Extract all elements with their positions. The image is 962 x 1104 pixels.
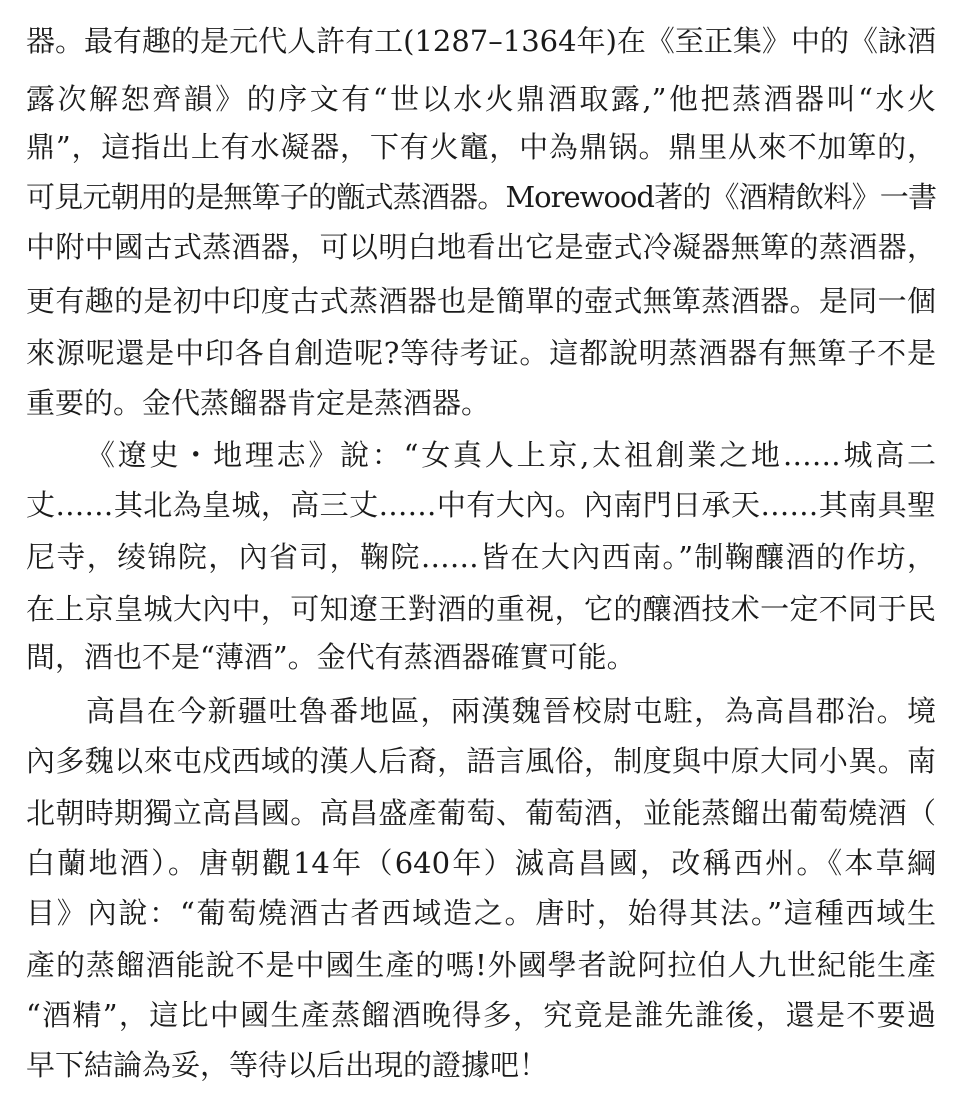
text-line: 內多魏以來屯戍西域的漢人后裔，語言風俗，制度與中原大同小異。南 [26, 744, 936, 778]
text-line: 尼寺，绫锦院，內省司，鞠院……皆在大內西南。”制鞠釀酒的作坊， [26, 540, 936, 574]
text-line: 在上京皇城大內中，可知遼王對酒的重視，它的釀酒技术一定不同于民 [26, 592, 936, 626]
text-line: 鼎”，這指出上有水凝器，下有火竈，中為鼎锅。鼎里从來不加箄的， [26, 130, 936, 164]
text-line: 來源呢還是中印各自創造呢?等待考证。這都說明蒸酒器有無箄子不是 [26, 336, 936, 370]
text-line: 北朝時期獨立高昌國。高昌盛產葡萄、葡萄酒，並能蒸餾出葡萄燒酒（ [26, 796, 936, 830]
text-line: 可見元朝用的是無箄子的甑式蒸酒器。Morewood著的《酒精飲料》一書 [26, 180, 936, 214]
text-line: 丈……其北為皇城，高三丈……中有大內。內南門日承天……其南具聖 [26, 488, 936, 522]
text-line: 器。最有趣的是元代人許有工(1287–1364年)在《至正集》中的《詠酒 [26, 24, 936, 58]
text-line: 露次解恕齊韻》的序文有“世以水火鼎酒取露,”他把蒸酒器叫“水火 [26, 82, 936, 116]
text-line: 中附中國古式蒸酒器，可以明白地看出它是壺式冷凝器無箄的蒸酒器， [26, 230, 936, 264]
text-line: “酒精”，這比中國生產蒸餾酒晚得多，究竟是誰先誰後，還是不要過 [26, 998, 936, 1032]
text-line: 白蘭地酒）。唐朝觀14年（640年）滅高昌國，改稱西州。《本草綱 [26, 846, 936, 880]
text-line: 高昌在今新疆吐魯番地區，兩漢魏晉校尉屯駐，為高昌郡治。境 [86, 694, 936, 728]
text-line: 目》內說：“葡萄燒酒古者西域造之。唐时，始得其法。”這種西域生 [26, 896, 936, 930]
text-line: 重要的。金代蒸餾器肯定是蒸酒器。 [26, 386, 491, 420]
text-line: 《遼史・地理志》說：“女真人上京,太祖創業之地……城高二 [86, 438, 936, 472]
text-line: 產的蒸餾酒能說不是中國生產的嗎!外國學者說阿拉伯人九世紀能生產 [26, 948, 936, 982]
text-line: 早下結論為妥，等待以后出現的證據吧！ [26, 1048, 549, 1082]
text-line: 更有趣的是初中印度古式蒸酒器也是簡單的壺式無箄蒸酒器。是同一個 [26, 284, 936, 318]
text-line: 間，酒也不是“薄酒”。金代有蒸酒器確實可能。 [26, 640, 636, 674]
